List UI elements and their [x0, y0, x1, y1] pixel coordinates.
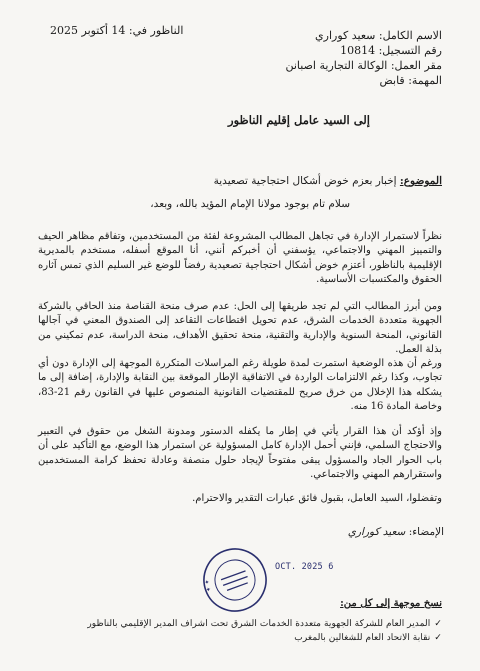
paragraph-intro: نظراً لاستمرار الإدارة في تجاهل المطالب المشروعة لفئة من المستخدمين، وتفاقم مظاهر الحيف والتمييز المهني والاجتماعي، يؤسفني أن أخبركم أنني، أنا الموقع أسفله، مستخدم بالمديرية الإقليمية بالناظور، أعتزم خوض أشكال احتجاجية تصعيدية رفضاً للوضع غير السليم الذي تمس آثاره الحقوق والمكتسبات الأساسية.	[38, 231, 442, 286]
subject-text: إخبار بعزم خوض أشكال احتجاجية تصعيدية	[213, 175, 397, 187]
svg-text:✦ ✦ ✦ ✦ ✦ ✦ ✦: ✦ ✦	[203, 579, 214, 593]
stamp-date: 6 OCT. 2025	[275, 562, 334, 572]
official-stamp	[200, 545, 270, 615]
signature-name: سعيد كوراري	[347, 526, 406, 538]
sender-job: المهمة: قابض	[379, 74, 442, 87]
check-icon: ✓	[434, 618, 442, 629]
recipient-line: إلى السيد عامل إقليم الناظور	[228, 113, 370, 127]
copies-item-text: المدير العام للشركة الجهوية متعددة الخدمات الشرق تحت اشراف المدير الإقليمي بالناظور	[87, 618, 431, 629]
subject-label: الموضوع:	[399, 175, 442, 187]
copies-list	[87, 617, 442, 645]
check-icon: ✓	[434, 632, 442, 643]
subject-row	[214, 175, 442, 187]
sender-registration: رقم التسجيل: 10814	[340, 44, 442, 57]
sender-full-name: الاسم الكامل: سعيد كوراري	[315, 29, 442, 42]
salutation: سلام تام بوجود مولانا الإمام المؤيد بالله، وبعد،	[150, 198, 350, 210]
copies-item	[87, 617, 442, 631]
paragraph-closing: وتفضلوا، السيد العامل، بقبول فائق عبارات التقدير والاحترام.	[192, 493, 442, 504]
copies-item	[87, 631, 442, 645]
paragraph-background: ورغم أن هذه الوضعية استمرت لمدة طويلة رغم المراسلات المتكررة الموجهة إلى الإدارة دون أي تجاوب، وكذا رغم الالتزامات الواردة في الاتفاقية الإطار الموقعة بين النقابة والإدارة، إضافة إلى ما يشكله هذا الإخلال من خرق صريح للمقتضيات القانونية المنصوص عليها في القانون رقم 21-83، وخاصة المادة 16 منه.	[38, 358, 442, 413]
date-line: الناظور في: 14 أكتوبر 2025	[50, 24, 184, 37]
sender-block	[285, 28, 442, 88]
copies-item-text: نقابة الاتحاد العام للشغالين بالمغرب	[294, 632, 431, 643]
paragraph-position: وإذ أؤكد أن هذا القرار يأتي في إطار ما يكفله الدستور ومدونة الشغل من حقوق في التعبير والاحتجاج السلمي، فإنني أحمل الإدارة كامل المسؤولية عن استمرار هذا الوضع، مع التأكيد على أن باب الحوار الجاد والمسؤول يبقى مفتوحاً لإيجاد حلول منصفة وعادلة تحفظ كرامة المستخدمين واستقرارهم المهني والاجتماعي.	[38, 426, 442, 481]
signature-label: الإمضاء:	[408, 526, 444, 538]
copies-heading: نسخ موجهة إلى كل من:	[340, 598, 442, 609]
signature-line	[348, 526, 444, 538]
paragraph-demands: ومن أبرز المطالب التي لم تجد طريقها إلى الحل: عدم صرف منحة القناصة منذ الحاقي بالشركة الجهوية متعددة الخدمات الشرق، عدم تحويل اقتطاعات التقاعد إلى الصندوق المعني في آجالها القانوني، المنحة السنوية والإدارية والتقنية، منحة تحقيق الأهداف، منحة الدراسة، عدم تمكيني من بذلة العمل.	[38, 301, 442, 356]
sender-workplace: مقر العمل: الوكالة التجارية اصبانن	[285, 59, 442, 72]
